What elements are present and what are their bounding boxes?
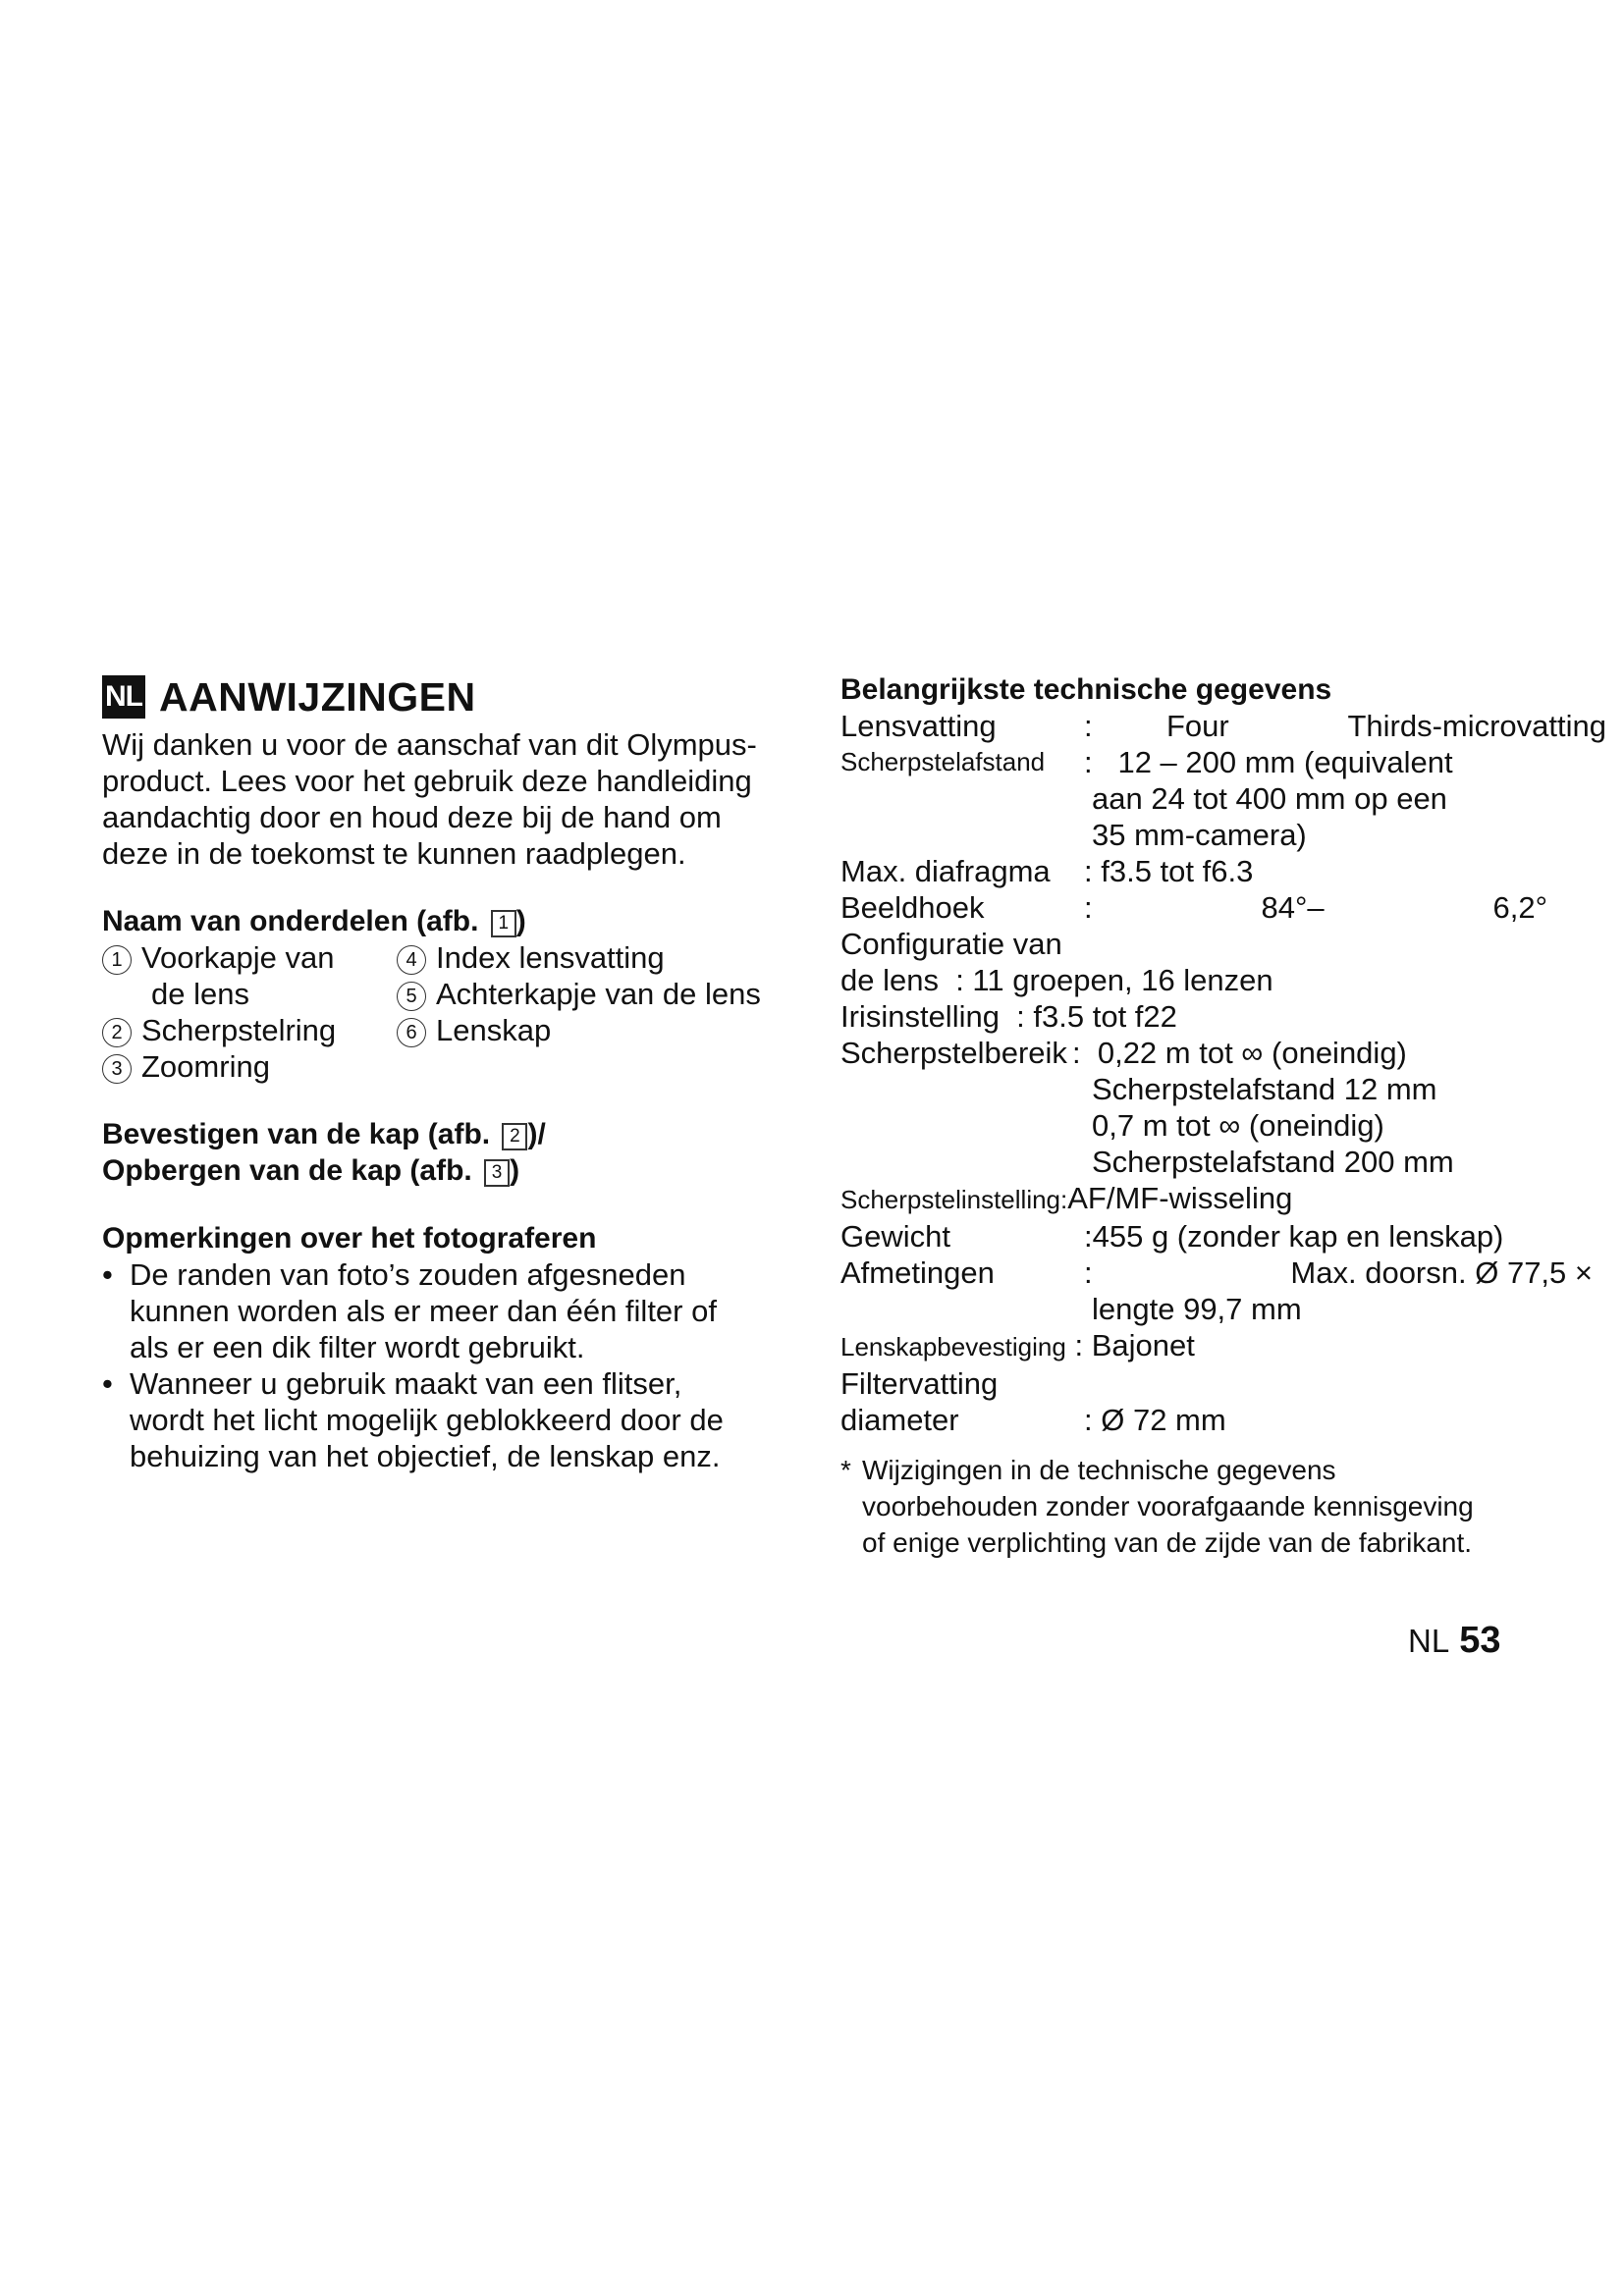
parts-list xyxy=(102,939,809,1085)
circled-number: 1 xyxy=(102,945,132,975)
spec-lenskapbevestiging: Lenskapbevestiging : Bajonet xyxy=(840,1328,1195,1362)
intro-line: Wij danken u voor de aanschaf van dit Olympus- xyxy=(102,727,757,762)
spec-diafragma: Max. diafragma : f3.5 tot f6.3 xyxy=(840,854,1254,888)
right-column xyxy=(840,671,1606,1561)
spec-scherpstelinstelling: Scherpstelinstelling:AF/MF-wisseling xyxy=(840,1181,1293,1215)
part-item: 4 Index lensvatting xyxy=(397,939,809,976)
intro-line: product. Lees voor het gebruik deze handleiding xyxy=(102,764,752,798)
spec-lensvatting: Lensvatting : Four Thirds-microvatting xyxy=(840,709,1606,743)
language-badge: NL xyxy=(102,675,145,719)
spec-irisinstelling: Irisinstelling : f3.5 tot f22 xyxy=(840,999,1177,1034)
intro-line: deze in de toekomst te kunnen raadplegen. xyxy=(102,836,686,871)
spec-footnote: * Wijzigingen in de technische gegevens voorbehouden zonder voorafgaande kennisgeving of enige verplichting van de zijde van de fabrikant. xyxy=(840,1455,1474,1558)
notes-list xyxy=(102,1256,809,1474)
intro-line: aandachtig door en houd deze bij de hand om xyxy=(102,800,722,834)
title-row xyxy=(102,667,809,726)
spec-continued: 0,7 m tot ∞ (oneindig) xyxy=(1092,1108,1384,1143)
spec-gewicht: Gewicht :455 g (zonder kap en lenskap) xyxy=(840,1219,1504,1254)
spec-continued: lengte 99,7 mm xyxy=(1092,1292,1302,1326)
specs-heading: Belangrijkste technische gegevens xyxy=(840,673,1332,706)
spec-scherpstelafstand: Scherpstelafstand : 12 – 200 mm (equivalent xyxy=(840,745,1453,779)
spec-afmetingen: Afmetingen : Max. doorsn. Ø 77,5 × xyxy=(840,1255,1593,1290)
spec-continued: Scherpstelafstand 200 mm xyxy=(1092,1145,1454,1179)
attach-heading: Bevestigen van de kap (afb. 2 )/ xyxy=(102,1118,546,1150)
spec-continued: Scherpstelafstand 12 mm xyxy=(1092,1072,1437,1106)
spec-configuratie: de lens : 11 groepen, 16 lenzen xyxy=(840,963,1273,997)
figure-ref-2: 2 xyxy=(502,1123,527,1150)
spec-continued: 35 mm-camera) xyxy=(1092,818,1307,852)
part-item: 2 Scherpstelring xyxy=(102,1012,397,1048)
page-title: AANWIJZINGEN xyxy=(159,673,476,720)
spec-configuratie-label: Configuratie van xyxy=(840,927,1062,961)
figure-ref-3: 3 xyxy=(484,1159,510,1187)
note-bullet: • De randen van foto’s zouden afgesneden kunnen worden als er meer dan één filter of als er een dik filter wordt gebruikt. xyxy=(102,1256,809,1365)
circled-number: 2 xyxy=(102,1018,132,1047)
spec-scherpstelbereik: Scherpstelbereik : 0,22 m tot ∞ (oneindig) xyxy=(840,1036,1407,1070)
figure-ref-1: 1 xyxy=(491,910,516,937)
spec-continued: aan 24 tot 400 mm op een xyxy=(1092,781,1447,816)
circled-number: 5 xyxy=(397,982,426,1011)
part-item: 6 Lenskap xyxy=(397,1012,809,1048)
circled-number: 4 xyxy=(397,945,426,975)
left-column xyxy=(102,667,809,1474)
spec-filtervatting-label: Filtervatting xyxy=(840,1366,999,1401)
parts-heading: Naam van onderdelen (afb. 1 ) xyxy=(102,905,526,937)
spec-beeldhoek: Beeldhoek : 84°– 6,2° xyxy=(840,890,1547,925)
page-number: NL 53 xyxy=(1408,1620,1501,1661)
circled-number: 6 xyxy=(397,1018,426,1047)
spec-filtervatting: diameter : Ø 72 mm xyxy=(840,1403,1226,1437)
note-bullet: • Wanneer u gebruik maakt van een flitser, wordt het licht mogelijk geblokkeerd door de behuizing van het objectief, de lenskap enz. xyxy=(102,1365,809,1474)
part-item-continued: de lens xyxy=(151,977,249,1011)
part-item: 5 Achterkapje van de lens xyxy=(397,976,809,1012)
store-heading: Opbergen van de kap (afb. 3 ) xyxy=(102,1154,520,1187)
circled-number: 3 xyxy=(102,1054,132,1084)
intro-paragraph xyxy=(102,726,809,872)
part-item: 3 Zoomring xyxy=(102,1048,397,1085)
part-item: 1 Voorkapje van xyxy=(102,939,397,976)
notes-heading: Opmerkingen over het fotograferen xyxy=(102,1222,597,1255)
